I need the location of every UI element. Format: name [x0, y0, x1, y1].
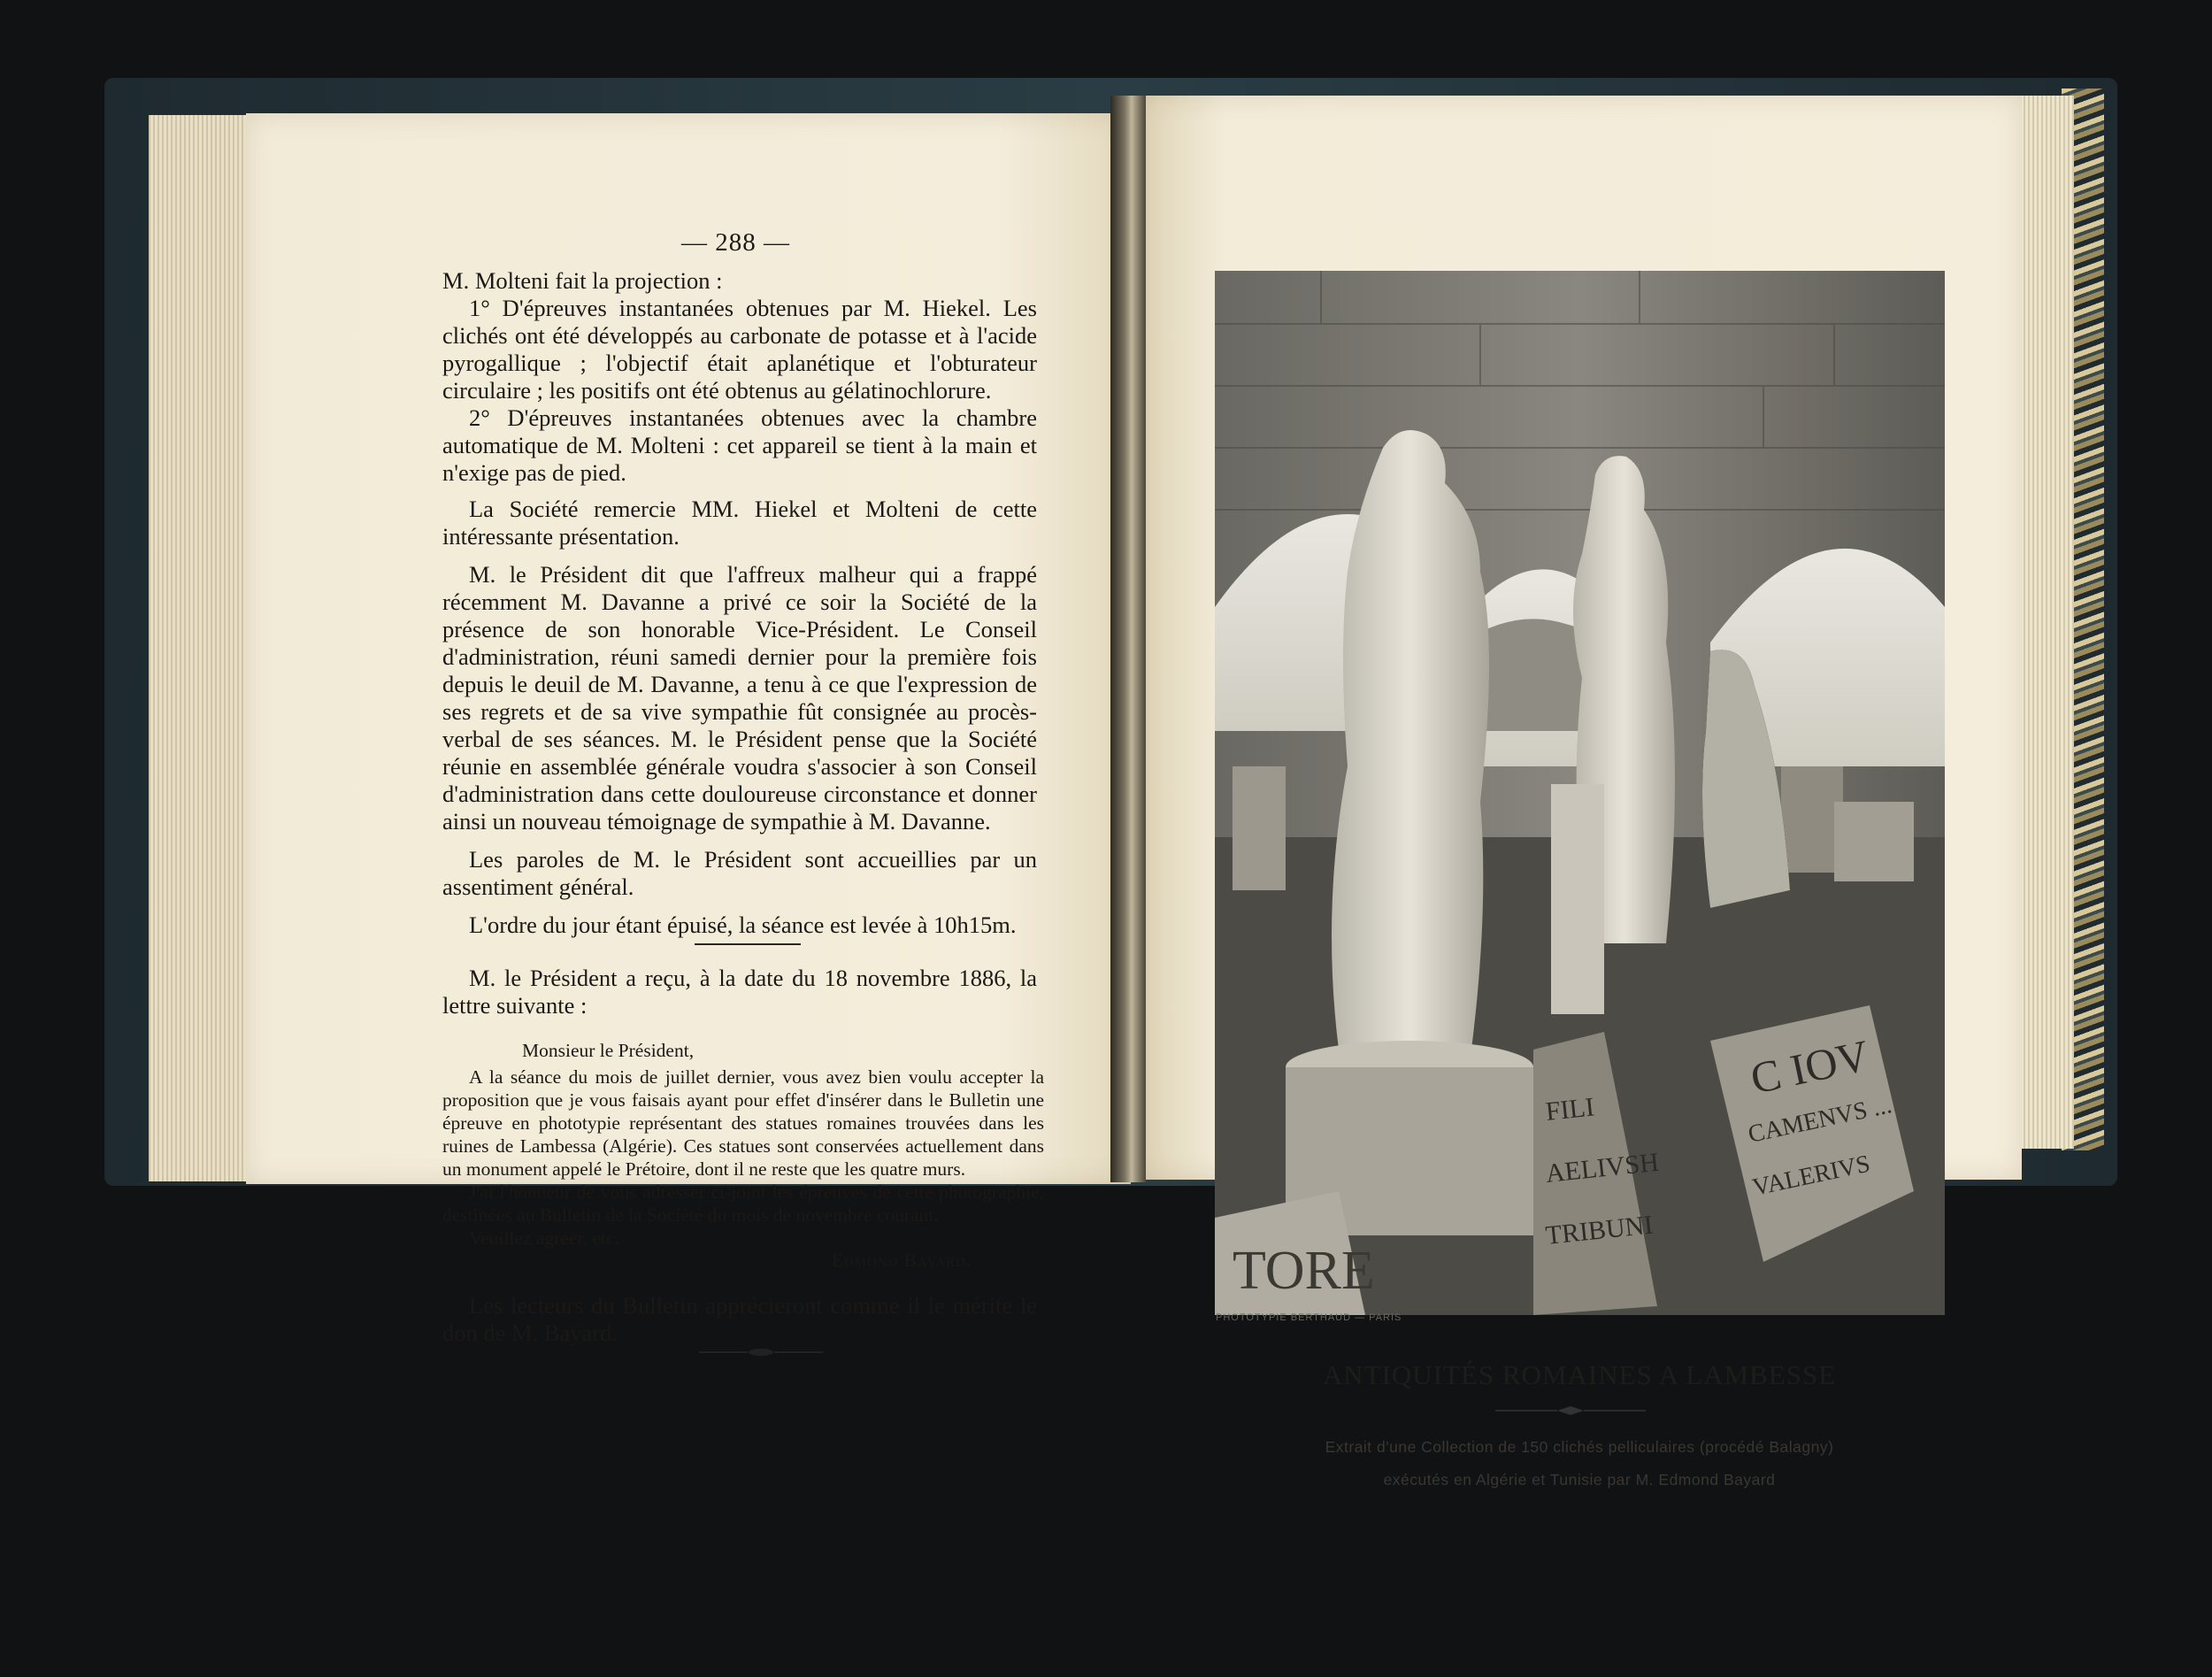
paragraph-applause: Les paroles de M. le Président sont accueillies par un assentiment général. [442, 846, 1037, 900]
letter-signature: Edmond Bayard. [832, 1250, 972, 1271]
inscription-tore: TORE [1233, 1241, 1375, 1301]
phototype-plate [1215, 271, 1945, 1315]
inscription-aelivsh: AELIVSH [1544, 1147, 1661, 1189]
paragraph-letter-intro: M. le Président a reçu, à la date du 18 novembre 1886, la lettre suivante : [442, 965, 1037, 1019]
title-ornament [1495, 1405, 1646, 1416]
inscription-camenvs: CAMENVS ... [1746, 1091, 1894, 1149]
inscription-ciov: C IOV [1746, 1029, 1874, 1104]
photo-credit: PHOTOTYPIE BERTHAUD — PARIS [1216, 1312, 1402, 1323]
text-column [442, 267, 1037, 939]
caption-line-1: Extrait d'une Collection de 150 clichés pelliculaires (procédé Balagny) [1325, 1438, 1834, 1456]
paragraph-president: M. le Président dit que l'affreux malheur qui a frappé récemment M. Davanne a privé ce soir la Société de la présence de son honorable Vice-Président. Le Conseil d'administration, réuni samedi dernier pour la première fois depuis le deuil de M. Davanne, a tenu à ce que l'expression de ses regrets et de sa vive sympathie fût consignée au procès-verbal de ses séances. M. le Président pense que la Société réunie en assemblée générale voudra s'associer à son Conseil d'administration dans cette douloureuse circonstance et donner ainsi un nouveau témoignage de sympathie à M. Davanne. [442, 561, 1037, 835]
book-gutter [1110, 96, 1146, 1182]
letter-closing: Veuillez agréer, etc. [469, 1227, 619, 1249]
caption-line-2: exécutés en Algérie et Tunisie par M. Edmond Bayard [1383, 1471, 1776, 1489]
inscription-tribuni: TRIBUNI [1544, 1210, 1655, 1250]
paragraph-item-1: 1° D'épreuves instantanées obtenues par M. Hiekel. Les clichés ont été développés au carbonate de potasse et à l'acide pyrogallique ; l'objectif était aplanétique et l'obturateur circulaire ; les positifs ont été obtenus au gélatinochlorure. [442, 295, 1037, 404]
left-page-edges [149, 115, 248, 1181]
letter-body-1: A la séance du mois de juillet dernier, vous avez bien voulu accepter la proposition que je vous faisais ayant pour effet d'insérer dans le Bulletin une épreuve en phototypie représentant des statues romaines trouvées dans les ruines de Lambessa (Algérie). Ces statues sont conservées actuellement dans un monument appelé le Prétoire, dont il ne reste que les quatre murs. [442, 1066, 1044, 1180]
letter-salutation: Monsieur le Président, [522, 1040, 695, 1061]
letter-block [442, 1039, 1044, 1250]
section-divider [695, 943, 801, 945]
paragraph-item-2: 2° D'épreuves instantanées obtenues avec la chambre automatique de M. Molteni : cet appareil se tient à la main et n'exige pas de pied. [442, 404, 1037, 486]
page-number: — 288 — [681, 228, 790, 257]
paragraph-final: Les lecteurs du Bulletin apprécieront comme il le mérite le don de M. Bayard. [442, 1292, 1037, 1346]
text-column-letter-intro [442, 965, 1037, 1019]
paragraph-thanks: La Société remercie MM. Hiekel et Molteni de cette intéressante présentation. [442, 496, 1037, 550]
statues-photograph [1215, 271, 1945, 1315]
letter-body-2: J'ai l'honneur de vous adresser ci-joint les épreuves de cette photographie, destinées au Bulletin de la Société du mois de novembre courant. [442, 1181, 1044, 1226]
inscription-valerivs: VALERIVS [1750, 1150, 1873, 1202]
plate-title: ANTIQUITÉS ROMAINES A LAMBESSE [1322, 1359, 1837, 1390]
paragraph-projection: M. Molteni fait la projection : [442, 267, 723, 294]
inscription-fili: FILI [1544, 1092, 1596, 1127]
paragraph-closing: L'ordre du jour étant épuisé, la séance est levée à 10h15m. [469, 912, 1017, 938]
text-column-final [442, 1292, 1037, 1347]
right-page-edges [2019, 96, 2074, 1149]
end-ornament [699, 1347, 823, 1358]
